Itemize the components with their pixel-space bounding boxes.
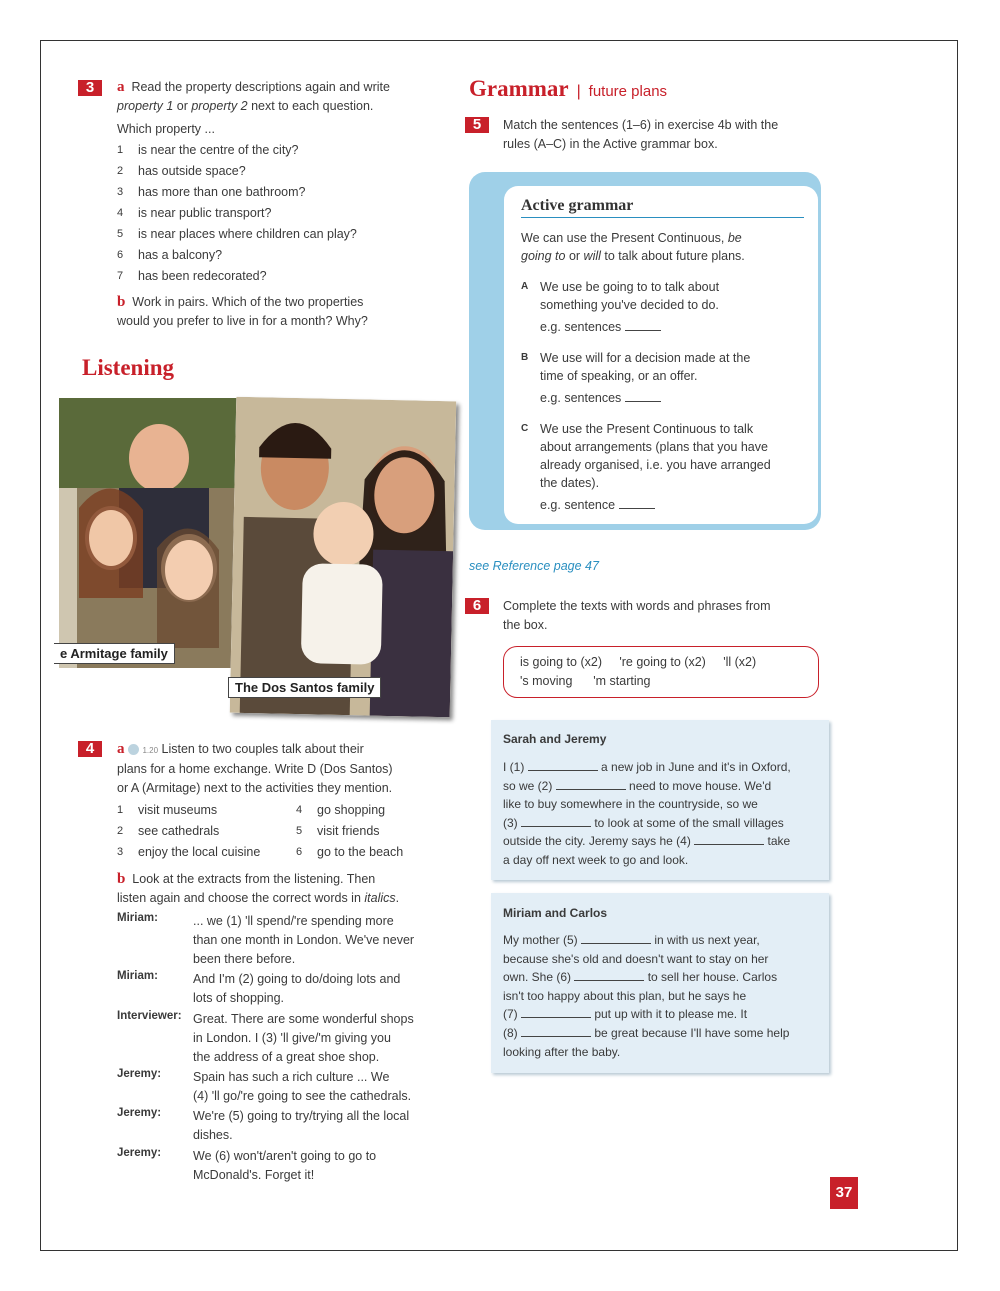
exercise-5-text (503, 116, 823, 154)
text-segment: to look at some of the small villages (591, 815, 784, 830)
text-segment: own. She (6) (503, 970, 575, 985)
word-option: is going to (x2) (520, 655, 602, 669)
text-segment: (8) (503, 1025, 521, 1040)
list-item (296, 800, 446, 821)
rule-line: something you've decided to do. (540, 298, 719, 312)
exercise-6-number: 6 (465, 598, 489, 614)
text-segment: (7) (503, 1007, 521, 1022)
panel-text (503, 758, 823, 870)
rule-example: e.g. sentences (540, 391, 622, 405)
item-number: 2 (117, 825, 124, 837)
rule-example: e.g. sentences (540, 320, 622, 334)
item-number: 6 (117, 249, 124, 261)
dialog-text-line: ... we (1) 'll spend/'re spending more (193, 914, 394, 928)
active-grammar-intro (521, 229, 811, 265)
text-segment: I (1) (503, 760, 528, 774)
text-segment: in with us next year, (651, 933, 760, 947)
text-segment: take (764, 834, 791, 849)
item-text: go shopping (317, 803, 386, 817)
text-property-1: property 1 (117, 99, 174, 113)
grammar-subtitle: future plans (588, 83, 668, 100)
list-item (117, 140, 437, 161)
active-grammar-title: Active grammar (521, 197, 804, 218)
dialog-text (193, 1147, 438, 1185)
item-text: visit museums (138, 803, 218, 817)
item-text: has outside space? (138, 164, 246, 178)
exercise-4a (117, 740, 457, 798)
intro-text: We can use the Present Continuous, (521, 231, 728, 245)
exercise-4a-line3: or A (Armitage) next to the activities they mention. (117, 781, 393, 795)
item-text: is near public transport? (138, 206, 272, 220)
dialog-text-line: the address of a great shoe shop. (193, 1050, 380, 1064)
grammar-heading: Grammar | future plans (469, 76, 668, 101)
answer-blank[interactable] (619, 496, 655, 509)
panel-text (503, 931, 823, 1061)
exercise-4a-line2: plans for a home exchange. Write D (Dos Santos) (117, 762, 393, 776)
dialog-text-line: Great. There are some wonderful shops (193, 1012, 414, 1026)
dialog-text-line: And I'm (2) going to do/doing lots and (193, 972, 401, 986)
rule-letter: A (521, 281, 529, 292)
panel-title: Sarah and Jeremy (503, 732, 607, 746)
exercise-4a-label: a (117, 741, 125, 757)
dialog-text (193, 1107, 438, 1145)
item-number: 3 (117, 846, 124, 858)
text-segment: outside the city. Jeremy says he (4) (503, 834, 695, 849)
word-box-row2 (520, 674, 651, 688)
dialog-text-line: dishes. (193, 1128, 233, 1142)
speaker: Jeremy: (117, 1107, 162, 1119)
armitage-family-photo (59, 398, 241, 668)
text-panel-sarah-jeremy (491, 720, 829, 880)
text-or: or (173, 99, 192, 113)
exercise-5-line2: rules (A–C) in the Active grammar box. (503, 137, 718, 151)
audio-track-icon[interactable] (128, 744, 139, 755)
answer-blank[interactable] (521, 814, 591, 827)
list-item (296, 821, 446, 842)
dialog-text (193, 970, 438, 1008)
dos-santos-family-image (230, 397, 457, 718)
dialog-text-line: been there before. (193, 952, 296, 966)
text-segment: like to buy somewhere in the countryside, so we (503, 797, 758, 812)
item-text: has a balcony? (138, 248, 223, 262)
activities-list-left (117, 800, 287, 863)
list-item (117, 821, 287, 842)
intro-text: to talk about future plans. (600, 249, 745, 263)
list-item (117, 800, 287, 821)
exercise-3b (117, 293, 447, 331)
item-number: 3 (117, 186, 124, 198)
text-italics: italics (364, 891, 396, 905)
rule-line: already organised, i.e. you have arranged (540, 458, 771, 472)
page-number: 37 (830, 1177, 858, 1209)
text-segment: to sell her house. Carlos (644, 970, 778, 985)
intro-italic: will (583, 249, 601, 263)
answer-blank[interactable] (528, 758, 598, 771)
text-segment: My mother (5) (503, 933, 582, 947)
text-period: . (395, 891, 400, 905)
word-option: 're going to (x2) (619, 655, 706, 669)
exercise-3-list (117, 140, 437, 287)
item-number: 4 (117, 207, 124, 219)
exercise-5-line1: Match the sentences (1–6) in exercise 4b with the (503, 118, 779, 132)
item-text: enjoy the local cuisine (138, 845, 261, 859)
word-option: 'm starting (593, 674, 651, 688)
answer-blank[interactable] (694, 832, 764, 845)
exercise-3a-line2-rest: next to each question. (247, 99, 374, 113)
item-number: 4 (296, 804, 303, 816)
answer-blank[interactable] (521, 1005, 591, 1018)
answer-blank[interactable] (556, 777, 626, 790)
text-segment: isn't too happy about this plan, but he says he (503, 988, 747, 1003)
rule-line: We use the Present Continuous to talk (540, 422, 754, 436)
item-number: 7 (117, 270, 124, 282)
exercise-3-number: 3 (78, 80, 102, 96)
rule-b (521, 349, 811, 411)
text-segment: be great because I'll have some help (591, 1025, 790, 1040)
rule-line: time of speaking, or an offer. (540, 369, 698, 383)
item-number: 1 (117, 144, 124, 156)
rule-line: the dates). (540, 476, 600, 490)
exercise-5-number: 5 (465, 117, 489, 133)
audio-track-number: 1.20 (142, 746, 159, 755)
list-item (117, 161, 437, 182)
item-text: is near places where children can play? (138, 227, 357, 241)
dialog-text (193, 1010, 438, 1067)
exercise-3b-line1: Work in pairs. Which of the two properties (132, 295, 364, 309)
item-text: go to the beach (317, 845, 404, 859)
word-option: 'll (x2) (723, 655, 757, 669)
item-text: visit friends (317, 824, 380, 838)
dialog-text-line: in London. I (3) 'll give/'m giving you (193, 1031, 391, 1045)
list-item (117, 266, 437, 287)
list-item (117, 182, 437, 203)
speaker: Interviewer: (117, 1010, 182, 1022)
caption-dos-santos-family: The Dos Santos family (228, 677, 381, 698)
text-panel-miriam-carlos (491, 893, 829, 1073)
item-text: has been redecorated? (138, 269, 267, 283)
dialog-text-line: McDonald's. Forget it! (193, 1168, 315, 1182)
answer-blank[interactable] (625, 389, 661, 402)
list-item (117, 224, 437, 245)
list-item (117, 842, 287, 863)
exercise-3b-label: b (117, 294, 126, 310)
exercise-3b-line2: would you prefer to live in for a month? Why? (117, 314, 368, 328)
text-segment: put up with it to please me. It (591, 1007, 748, 1022)
rule-c (521, 420, 811, 518)
text-property-2: property 2 (191, 99, 248, 113)
answer-blank[interactable] (625, 318, 661, 331)
item-number: 5 (117, 228, 124, 240)
reference-link[interactable]: see Reference page 47 (469, 559, 599, 573)
exercise-3a (117, 78, 457, 116)
answer-blank[interactable] (581, 931, 651, 944)
rule-letter: C (521, 423, 529, 434)
listening-heading: Listening (82, 355, 175, 380)
rule-a (521, 278, 811, 340)
list-item (296, 842, 446, 863)
activities-list-right (296, 800, 446, 863)
exercise-6-line1: Complete the texts with words and phrases from (503, 599, 771, 613)
item-number: 2 (117, 165, 124, 177)
exercise-4-number: 4 (78, 741, 102, 757)
intro-italic: going to (521, 249, 566, 263)
rule-line: We use will for a decision made at the (540, 351, 751, 365)
dialog-text (193, 912, 438, 969)
text-segment: a day off next week to go and look. (503, 852, 689, 867)
rule-line: We use be going to to talk about (540, 280, 720, 294)
item-text: is near the centre of the city? (138, 143, 299, 157)
text-segment: looking after the baby. (503, 1044, 621, 1059)
word-option: 's moving (520, 674, 573, 688)
item-number: 5 (296, 825, 303, 837)
dialog-text-line: lots of shopping. (193, 991, 285, 1005)
caption-armitage-family: e Armitage family (54, 643, 175, 664)
list-item (117, 245, 437, 266)
text-segment: a new job in June and it's in Oxford, (597, 760, 791, 774)
armitage-family-image (59, 398, 241, 668)
exercise-3-lead: Which property ... (117, 122, 215, 136)
dialog-text-line: We're (5) going to try/trying all the local (193, 1109, 410, 1123)
panel-title: Miriam and Carlos (503, 906, 608, 920)
answer-blank[interactable] (521, 1024, 591, 1037)
speaker: Miriam: (117, 912, 158, 924)
item-number: 6 (296, 846, 303, 858)
answer-blank[interactable] (574, 968, 644, 981)
dialog-text-line: We (6) won't/aren't going to go to (193, 1149, 377, 1163)
word-box (503, 646, 819, 698)
exercise-6-line2: the box. (503, 618, 548, 632)
text-segment: because she's old and doesn't want to stay on her (503, 951, 769, 966)
dos-santos-family-photo (230, 397, 457, 718)
list-item (117, 203, 437, 224)
exercise-4b-label: b (117, 871, 126, 887)
dialog-text-line: Spain has such a rich culture ... We (193, 1070, 390, 1084)
rule-example: e.g. sentence (540, 498, 616, 512)
rule-letter: B (521, 352, 529, 363)
exercise-4b (117, 870, 457, 908)
dialog-text (193, 1068, 438, 1106)
dialog-text-line: than one month in London. We've never (193, 933, 415, 947)
exercise-3a-line1: Read the property descriptions again and write (131, 80, 390, 94)
grammar-title: Grammar (469, 76, 569, 101)
item-text: has more than one bathroom? (138, 185, 306, 199)
speaker: Miriam: (117, 970, 158, 982)
speaker: Jeremy: (117, 1147, 162, 1159)
intro-text: or (565, 249, 584, 263)
exercise-4b-line1: Look at the extracts from the listening. Then (132, 872, 376, 886)
exercise-4b-line2: listen again and choose the correct words in (117, 891, 365, 905)
word-box-row1 (520, 655, 756, 669)
exercise-4a-line1: Listen to two couples talk about their (161, 742, 364, 756)
text-segment: so we (2) (503, 778, 556, 793)
exercise-3a-label: a (117, 79, 125, 95)
text-segment: need to move house. We'd (625, 778, 772, 793)
rule-line: about arrangements (plans that you have (540, 440, 768, 454)
item-text: see cathedrals (138, 824, 220, 838)
intro-italic: be (727, 231, 742, 245)
text-segment: (3) (503, 815, 521, 830)
item-number: 1 (117, 804, 124, 816)
speaker: Jeremy: (117, 1068, 162, 1080)
dialog-text-line: (4) 'll go/'re going to see the cathedrals. (193, 1089, 412, 1103)
exercise-6-text (503, 597, 823, 635)
